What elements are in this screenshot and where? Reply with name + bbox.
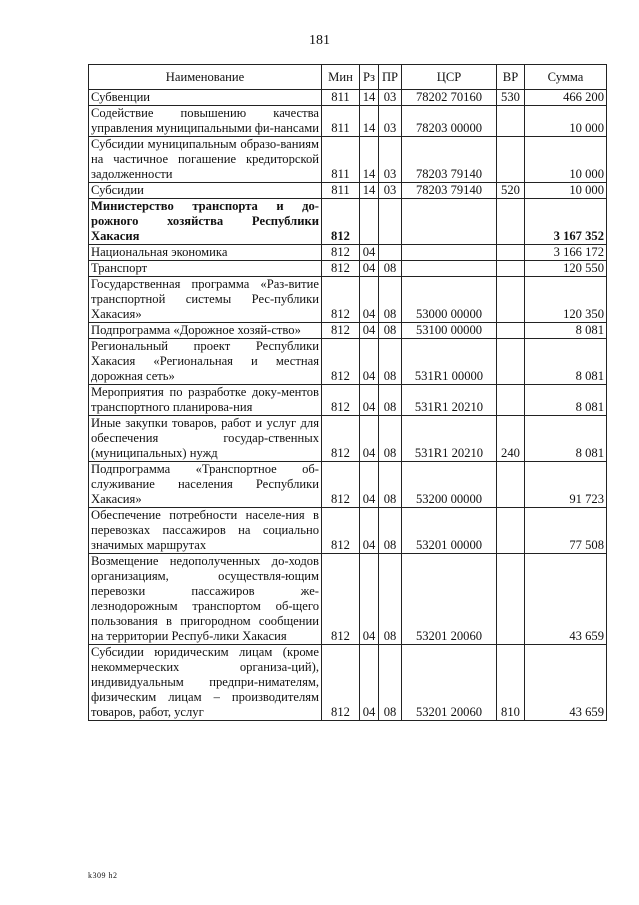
cell-vr xyxy=(497,245,525,261)
cell-min: 812 xyxy=(322,323,360,339)
table-body xyxy=(89,90,607,721)
cell-vr xyxy=(497,277,525,323)
header-csr: ЦСР xyxy=(402,65,497,90)
table-row xyxy=(89,106,607,137)
cell-rz: 04 xyxy=(360,323,379,339)
cell-sum: 8 081 xyxy=(525,339,607,385)
cell-name: Содействие повышению качества управления муниципальными фи-нансами xyxy=(89,106,322,137)
table-row xyxy=(89,245,607,261)
cell-vr: 520 xyxy=(497,183,525,199)
cell-sum: 43 659 xyxy=(525,554,607,645)
cell-rz: 04 xyxy=(360,554,379,645)
table-row xyxy=(89,645,607,721)
cell-name: Субсидии юридическим лицам (кроме некоммерческих организа-ций), индивидуальным предпри-нимателям, физическим лицам – производителям товаров, работ, услуг xyxy=(89,645,322,721)
header-name: Наименование xyxy=(89,65,322,90)
table-header xyxy=(89,65,607,90)
cell-pr: 08 xyxy=(379,385,402,416)
cell-sum: 8 081 xyxy=(525,385,607,416)
cell-csr xyxy=(402,199,497,245)
cell-pr: 03 xyxy=(379,137,402,183)
cell-sum: 91 723 xyxy=(525,462,607,508)
cell-rz: 14 xyxy=(360,90,379,106)
cell-name: Субвенции xyxy=(89,90,322,106)
cell-name: Иные закупки товаров, работ и услуг для обеспечения государ-ственных (муниципальных) нужд xyxy=(89,416,322,462)
cell-min: 812 xyxy=(322,645,360,721)
cell-sum: 3 166 172 xyxy=(525,245,607,261)
cell-min: 812 xyxy=(322,462,360,508)
header-rz: Рз xyxy=(360,65,379,90)
footer-code: k309 h2 xyxy=(88,871,118,880)
cell-pr: 08 xyxy=(379,277,402,323)
page-number: 181 xyxy=(309,33,330,48)
cell-vr xyxy=(497,261,525,277)
cell-rz: 04 xyxy=(360,339,379,385)
cell-name: Национальная экономика xyxy=(89,245,322,261)
cell-pr: 08 xyxy=(379,508,402,554)
cell-pr: 03 xyxy=(379,106,402,137)
cell-vr xyxy=(497,106,525,137)
cell-name: Региональный проект Республики Хакасия «Региональная и местная дорожная сеть» xyxy=(89,339,322,385)
cell-pr xyxy=(379,199,402,245)
table-row xyxy=(89,323,607,339)
cell-min: 811 xyxy=(322,183,360,199)
table-row xyxy=(89,90,607,106)
cell-rz: 04 xyxy=(360,462,379,508)
header-sum: Сумма xyxy=(525,65,607,90)
cell-csr: 531R1 00000 xyxy=(402,339,497,385)
cell-sum: 466 200 xyxy=(525,90,607,106)
cell-vr xyxy=(497,199,525,245)
cell-pr: 08 xyxy=(379,416,402,462)
cell-vr xyxy=(497,554,525,645)
cell-min: 812 xyxy=(322,277,360,323)
cell-pr: 08 xyxy=(379,339,402,385)
cell-min: 812 xyxy=(322,261,360,277)
cell-sum: 120 550 xyxy=(525,261,607,277)
cell-rz: 04 xyxy=(360,277,379,323)
cell-name: Субсидии муниципальным образо-ваниям на частичное погашение кредиторской задолженности xyxy=(89,137,322,183)
cell-sum: 77 508 xyxy=(525,508,607,554)
cell-pr xyxy=(379,245,402,261)
table-row xyxy=(89,554,607,645)
cell-sum: 120 350 xyxy=(525,277,607,323)
cell-min: 812 xyxy=(322,339,360,385)
cell-rz: 04 xyxy=(360,508,379,554)
cell-name: Государственная программа «Раз-витие транспортной системы Рес-публики Хакасия» xyxy=(89,277,322,323)
cell-name: Транспорт xyxy=(89,261,322,277)
cell-vr xyxy=(497,137,525,183)
cell-name: Обеспечение потребности населе-ния в перевозках пассажиров на социально значимых маршрутах xyxy=(89,508,322,554)
cell-csr: 53000 00000 xyxy=(402,277,497,323)
cell-csr xyxy=(402,245,497,261)
cell-rz: 14 xyxy=(360,106,379,137)
cell-rz xyxy=(360,199,379,245)
cell-csr: 53201 00000 xyxy=(402,508,497,554)
cell-rz: 04 xyxy=(360,245,379,261)
cell-name: Министерство транспорта и до-рожного хозяйства Республики Хакасия xyxy=(89,199,322,245)
cell-csr: 78203 79140 xyxy=(402,183,497,199)
cell-min: 811 xyxy=(322,106,360,137)
cell-name: Возмещение недополученных до-ходов организациям, осуществля-ющим перевозки пассажиров же-лезнодорожным транспортом об-щего пользования в пригородном сообщении на территории Респуб-лики Хакасия xyxy=(89,554,322,645)
cell-vr xyxy=(497,339,525,385)
cell-csr: 78203 79140 xyxy=(402,137,497,183)
cell-pr: 03 xyxy=(379,183,402,199)
cell-vr: 240 xyxy=(497,416,525,462)
cell-csr: 53201 20060 xyxy=(402,554,497,645)
cell-min: 812 xyxy=(322,554,360,645)
cell-vr: 810 xyxy=(497,645,525,721)
cell-min: 812 xyxy=(322,199,360,245)
cell-min: 812 xyxy=(322,416,360,462)
table-row xyxy=(89,183,607,199)
cell-vr xyxy=(497,508,525,554)
cell-sum: 3 167 352 xyxy=(525,199,607,245)
cell-csr: 531R1 20210 xyxy=(402,416,497,462)
cell-name: Субсидии xyxy=(89,183,322,199)
cell-min: 811 xyxy=(322,137,360,183)
cell-pr: 08 xyxy=(379,554,402,645)
table-row xyxy=(89,339,607,385)
cell-min: 811 xyxy=(322,90,360,106)
budget-table xyxy=(88,64,607,721)
cell-rz: 04 xyxy=(360,385,379,416)
cell-csr xyxy=(402,261,497,277)
cell-rz: 04 xyxy=(360,416,379,462)
cell-sum: 8 081 xyxy=(525,323,607,339)
table-row xyxy=(89,277,607,323)
cell-pr: 08 xyxy=(379,462,402,508)
cell-rz: 14 xyxy=(360,183,379,199)
cell-sum: 8 081 xyxy=(525,416,607,462)
cell-rz: 04 xyxy=(360,261,379,277)
header-min: Мин xyxy=(322,65,360,90)
cell-csr: 531R1 20210 xyxy=(402,385,497,416)
cell-sum: 10 000 xyxy=(525,137,607,183)
cell-min: 812 xyxy=(322,385,360,416)
table-row xyxy=(89,385,607,416)
table-row xyxy=(89,137,607,183)
cell-vr xyxy=(497,385,525,416)
cell-name: Подпрограмма «Транспортное об-служивание населения Республики Хакасия» xyxy=(89,462,322,508)
cell-csr: 53201 20060 xyxy=(402,645,497,721)
cell-vr xyxy=(497,323,525,339)
cell-pr: 08 xyxy=(379,261,402,277)
table-row xyxy=(89,261,607,277)
cell-csr: 53100 00000 xyxy=(402,323,497,339)
cell-csr: 78202 70160 xyxy=(402,90,497,106)
cell-pr: 08 xyxy=(379,323,402,339)
cell-vr: 530 xyxy=(497,90,525,106)
cell-name: Подпрограмма «Дорожное хозяй-ство» xyxy=(89,323,322,339)
cell-csr: 53200 00000 xyxy=(402,462,497,508)
cell-sum: 10 000 xyxy=(525,106,607,137)
table-row xyxy=(89,199,607,245)
table-row xyxy=(89,462,607,508)
table-row xyxy=(89,416,607,462)
cell-rz: 14 xyxy=(360,137,379,183)
table-row xyxy=(89,508,607,554)
header-pr: ПР xyxy=(379,65,402,90)
cell-min: 812 xyxy=(322,245,360,261)
cell-csr: 78203 00000 xyxy=(402,106,497,137)
cell-pr: 03 xyxy=(379,90,402,106)
header-vr: ВР xyxy=(497,65,525,90)
cell-sum: 10 000 xyxy=(525,183,607,199)
cell-pr: 08 xyxy=(379,645,402,721)
cell-sum: 43 659 xyxy=(525,645,607,721)
cell-vr xyxy=(497,462,525,508)
cell-rz: 04 xyxy=(360,645,379,721)
cell-name: Мероприятия по разработке доку-ментов транспортного планирова-ния xyxy=(89,385,322,416)
cell-min: 812 xyxy=(322,508,360,554)
